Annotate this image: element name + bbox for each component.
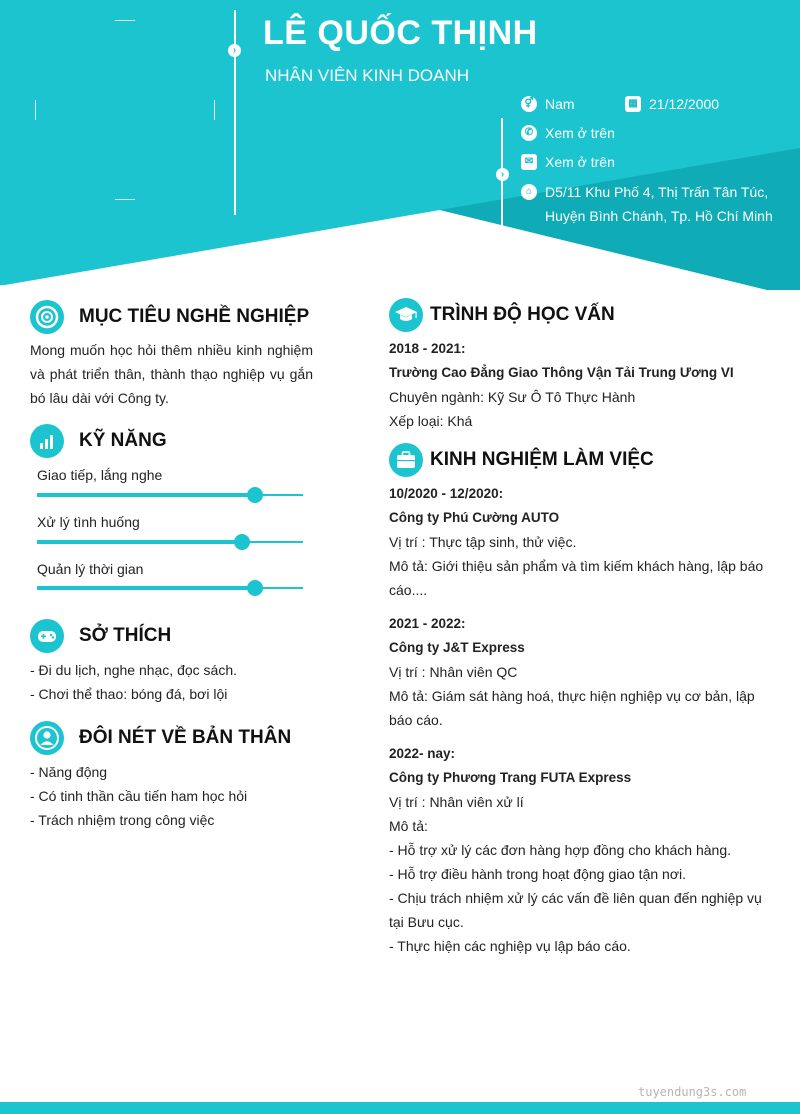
about-item: - Năng động [30, 764, 108, 780]
about-item: - Có tinh thần cầu tiến ham học hỏi [30, 788, 248, 804]
contact-phone: ✆ Xem ở trên [521, 121, 615, 145]
skill-level-knob [247, 487, 263, 503]
job-period: 2021 - 2022: [389, 616, 466, 631]
job-detail: - Chịu trách nhiệm xử lý các vấn đề liên quan đến nghiệp vụ [389, 890, 762, 906]
target-icon [30, 300, 64, 334]
objective-text: Mong muốn học hỏi thêm nhiều kinh nghiệm và phát triển thân, thành thạo nghiệp vụ gắn bó lâu dài với Công ty. [30, 342, 313, 406]
job-detail: tại Bưu cục. [389, 914, 464, 930]
job-detail: - Hỗ trợ điều hành trong hoạt động giao tận nơi. [389, 866, 687, 882]
skill-label: Xử lý tình huống [37, 514, 140, 530]
about-title: ĐÔI NÉT VỀ BẢN THÂN [79, 727, 292, 748]
photo-placeholder [35, 20, 215, 200]
job-detail: Vị trí : Nhân viên xử lí [389, 794, 524, 810]
skill-bar-fill [37, 540, 242, 544]
job-detail: - Thực hiện các nghiệp vụ lập báo cáo. [389, 938, 631, 954]
home-icon: ⌂ [521, 184, 537, 200]
job-period: 10/2020 - 12/2020: [389, 486, 504, 501]
job-company: Công ty Phương Trang FUTA Express [389, 770, 632, 785]
skill-bar-fill [37, 493, 255, 497]
hobby-item: - Đi du lịch, nghe nhạc, đọc sách. [30, 662, 238, 678]
job-detail: báo cáo. [389, 712, 443, 728]
job-period: 2022- nay: [389, 746, 456, 761]
skill-label: Giao tiếp, lắng nghe [37, 467, 163, 483]
job-detail: Mô tả: [389, 818, 428, 834]
chevron-right-icon: › [496, 168, 509, 181]
briefcase-icon [389, 443, 423, 477]
about-section-header [30, 721, 291, 755]
calendar-icon: ▦ [625, 96, 641, 112]
objective-section-header [30, 300, 309, 334]
footer-bar [0, 1102, 800, 1114]
job-detail: Mô tả: Giám sát hàng hoá, thực hiện nghiệp vụ cơ bản, lập [389, 688, 755, 704]
gender-icon: ⚥ [521, 96, 537, 112]
gamepad-icon [30, 619, 64, 653]
hobbies-section-header [30, 619, 171, 653]
education-school: Trường Cao Đẳng Giao Thông Vận Tải Trung Ương VI [389, 365, 734, 380]
bar-chart-icon [30, 424, 64, 458]
contact-address: ⌂ D5/11 Khu Phố 4, Thị Trấn Tân Túc, Huyện Bình Chánh, Tp. Hồ Chí Minh [521, 180, 773, 228]
job-company: Công ty Phú Cường AUTO [389, 510, 560, 525]
skill-bar [37, 541, 303, 543]
contact-gender: ⚥ Nam [521, 92, 575, 116]
education-title: TRÌNH ĐỘ HỌC VẤN [430, 304, 615, 325]
hobby-item: - Chơi thể thao: bóng đá, bơi lội [30, 686, 228, 702]
email-icon: ✉ [521, 154, 537, 170]
job-detail: - Hỗ trợ xử lý các đơn hàng hợp đồng cho khách hàng. [389, 842, 731, 858]
phone-icon: ✆ [521, 125, 537, 141]
skill-label: Quản lý thời gian [37, 561, 144, 577]
education-rank: Xếp loại: Khá [389, 413, 473, 429]
about-item: - Trách nhiệm trong công việc [30, 812, 215, 828]
job-detail: Vị trí : Thực tập sinh, thử việc. [389, 534, 577, 550]
skill-level-knob [247, 580, 263, 596]
header-divider [234, 10, 236, 215]
hobbies-title: SỞ THÍCH [79, 625, 172, 646]
education-major: Chuyên ngành: Kỹ Sư Ô Tô Thực Hành [389, 389, 636, 405]
experience-section-header [389, 443, 654, 477]
objective-title: MỤC TIÊU NGHỀ NGHIỆP [79, 306, 310, 327]
graduation-cap-icon [389, 298, 423, 332]
experience-title: KINH NGHIỆM LÀM VIỆC [430, 449, 654, 470]
candidate-name: LÊ QUỐC THỊNH [263, 14, 538, 52]
skill-bar-fill [37, 586, 255, 590]
skill-bar [37, 494, 303, 496]
skills-section-header [30, 424, 167, 458]
education-period: 2018 - 2021: [389, 341, 466, 356]
contact-email: ✉ Xem ở trên [521, 150, 615, 174]
user-icon [30, 721, 64, 755]
education-section-header [389, 298, 615, 332]
job-detail: cáo.... [389, 582, 428, 598]
skill-level-knob [234, 534, 250, 550]
job-detail: Mô tả: Giới thiệu sản phẩm và tìm kiếm khách hàng, lập báo [389, 558, 764, 574]
watermark: tuyendung3s.com [638, 1085, 747, 1099]
chevron-right-icon: › [228, 44, 241, 57]
job-detail: Vị trí : Nhân viên QC [389, 664, 518, 680]
job-title: NHÂN VIÊN KINH DOANH [265, 66, 470, 85]
contact-birthday: ▦ 21/12/2000 [625, 92, 719, 116]
skill-bar [37, 587, 303, 589]
job-company: Công ty J&T Express [389, 640, 525, 655]
skills-title: KỸ NĂNG [79, 430, 167, 451]
